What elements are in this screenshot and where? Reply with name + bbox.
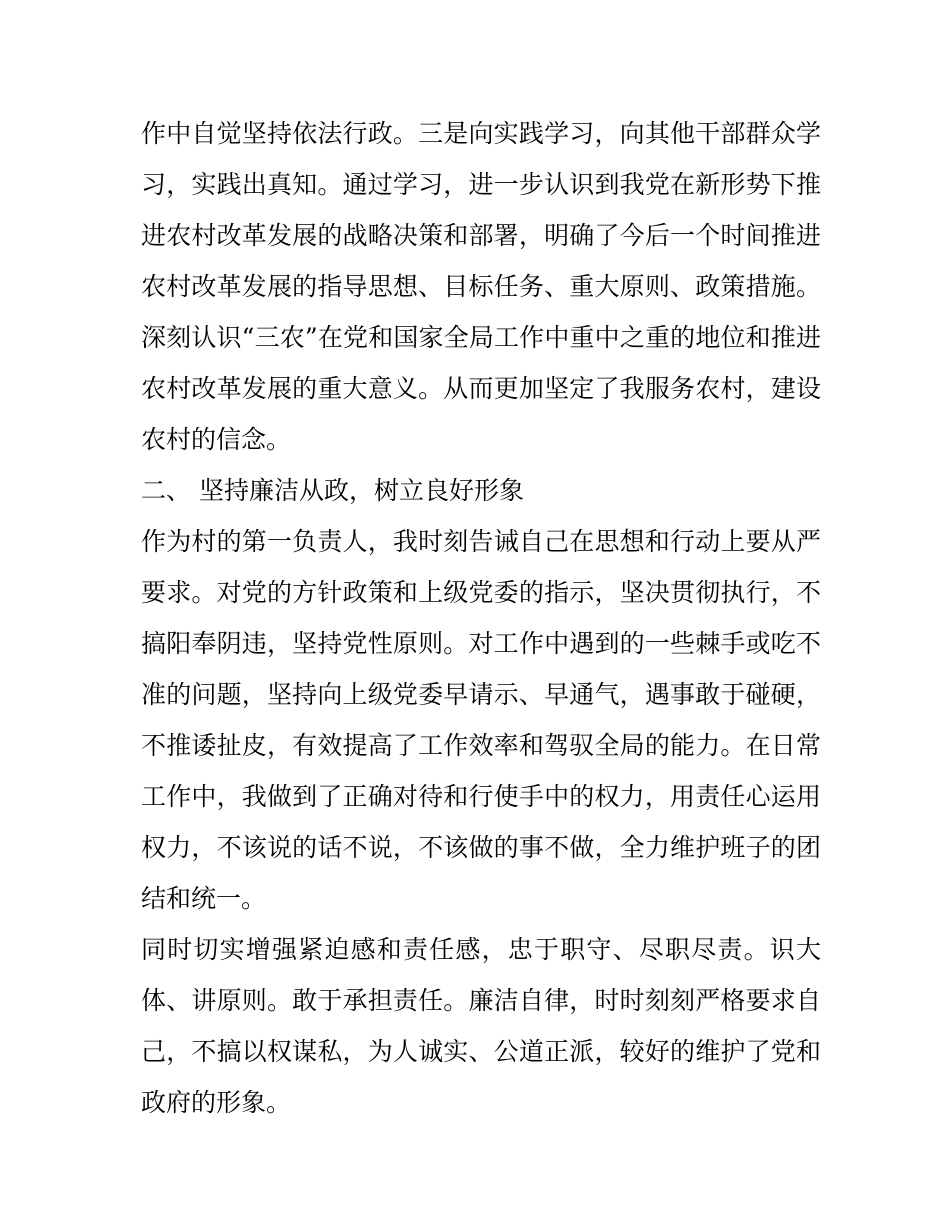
paragraph-line: 结和统一。 [141,884,267,913]
section-heading: 二、 坚持廉洁从政，树立良好形象 [141,476,524,505]
paragraph-line: 习，实践出真知。通过学习，进一步认识到我党在新形势下推 [141,170,821,199]
paragraph-line: 农村改革发展的重大意义。从而更加坚定了我服务农村，建设 [141,374,821,403]
paragraph-line: 政府的形象。 [141,1088,292,1117]
paragraph-line: 准的问题，坚持向上级党委早请示、早通气，遇事敢于碰硬， [141,680,821,709]
paragraph-line: 作为村的第一负责人，我时刻告诫自己在思想和行动上要从严 [141,527,821,556]
paragraph-line: 要求。对党的方针政策和上级党委的指示，坚决贯彻执行，不 [141,578,821,607]
paragraph-line: 体、讲原则。敢于承担责任。廉洁自律，时时刻刻严格要求自 [141,986,821,1015]
paragraph-line: 权力，不该说的话不说，不该做的事不做，全力维护班子的团 [141,833,821,862]
paragraph-line: 工作中，我做到了正确对待和行使手中的权力，用责任心运用 [141,782,821,811]
paragraph-line: 进农村改革发展的战略决策和部署，明确了今后一个时间推进 [141,221,821,250]
paragraph-line: 搞阳奉阴违，坚持党性原则。对工作中遇到的一些棘手或吃不 [141,629,821,658]
document-body [141,108,821,1128]
paragraph-line: 不推诿扯皮，有效提高了工作效率和驾驭全局的能力。在日常 [141,731,821,760]
paragraph-line: 农村的信念。 [141,425,292,454]
paragraph-line: 农村改革发展的指导思想、目标任务、重大原则、政策措施。 [141,272,821,301]
paragraph-line: 同时切实增强紧迫感和责任感，忠于职守、尽职尽责。识大 [141,935,821,964]
paragraph-line: 己，不搞以权谋私，为人诚实、公道正派，较好的维护了党和 [141,1037,821,1066]
paragraph-line: 深刻认识“三农”在党和国家全局工作中重中之重的地位和推进 [141,323,821,352]
paragraph-line: 作中自觉坚持依法行政。三是向实践学习，向其他干部群众学 [141,119,821,148]
